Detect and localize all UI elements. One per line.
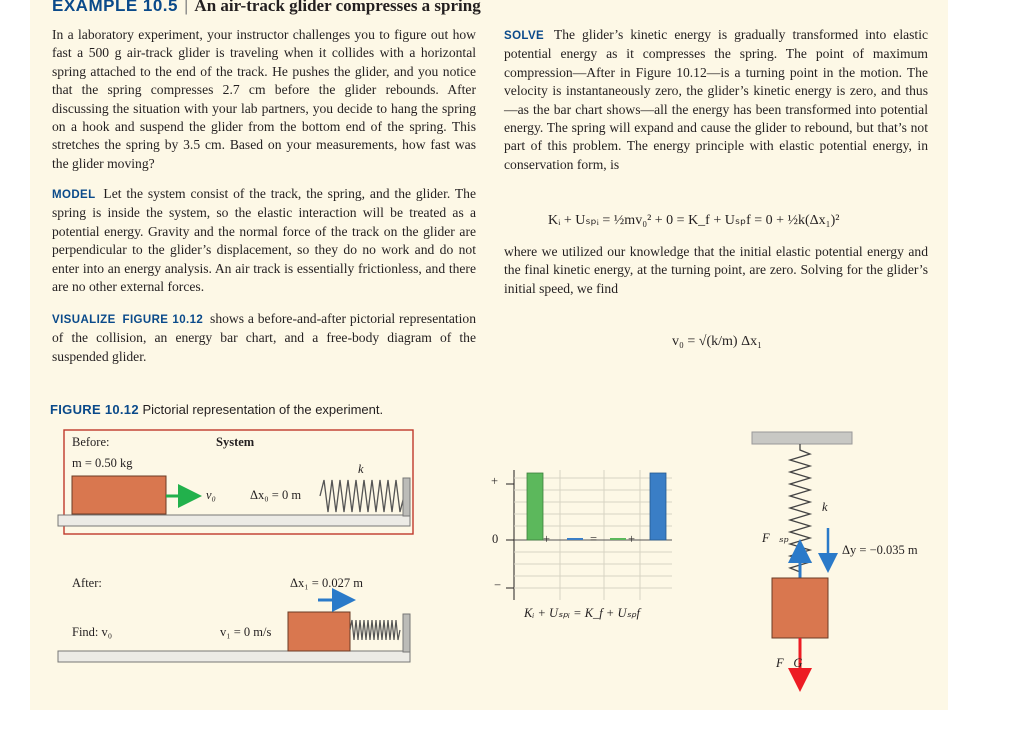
before-track-end [403,478,410,516]
before-label: Before: [72,435,110,449]
before-spring-k-label: k [358,462,364,476]
solve-text: The glider’s kinetic energy is gradually transformed into elastic potential energy as it compresses the spring. The point of maximum compression—After in Figure 10.12—is a turning point in the motion. The velocity is instantaneously zero, the glider’s kinetic energy is zero, and thus—as the bar chart shows—all the energy has been transformed into potential energy. The spring will expand and cause the glider to rebound, but that’s not part of this problem. The energy principle with elastic potential energy, in conservation form, is [504,27,929,172]
bar-chart-plus-label: + [491,474,499,488]
fbd-k-label: k [822,500,828,514]
after-track-end [403,614,410,652]
energy-bar-chart [506,470,672,600]
bar-chart-op-plus-1: + [543,532,551,546]
fg-label: F⃗G [776,656,803,670]
before-spring [320,480,404,512]
equation-energy-conservation: Kᵢ + Uₛₚᵢ = ½mv₀² + 0 = K_f + Uₛₚf = 0 + ½k(Δx₁)² [548,213,840,228]
v1-label: v₁ = 0 m/s [220,625,272,639]
bar-Ki [527,473,543,540]
model-text: Let the system consist of the track, the spring, and the glider. The spring is inside the system, so the elastic interaction will be treated as a potential energy. Gravity and the normal force of the track on the glider are perpendicular to the glider’s displacement, so they do no work and do not enter into an energy analysis. An air track is essentially frictionless, and there are no other external forces. [52,186,476,295]
bar-chart-op-equals: = [590,532,598,546]
dx0-label: Δx₀ = 0 m [250,488,302,502]
after-equation-text: where we utilized our knowledge that the initial elastic potential energy and the final kinetic energy, at the turning point, are zero. Solving for the glider’s initial speed, we find [504,244,928,296]
bar-Kf [610,538,626,540]
after-air-track [58,651,410,662]
dy-label: Δy = −0.035 m [842,543,918,557]
example-number: EXAMPLE 10.5 [52,0,178,15]
example-title: An air-track glider compresses a spring [194,0,481,15]
mass-label: m = 0.50 kg [72,456,133,470]
visualize-text: shows a before-and-after pictorial representation of the collision, an energy bar chart, and a free-body diagram of the suspended glider. [52,311,477,364]
v0-label: v₀ [206,488,216,502]
equation-initial-speed: v₀ = √(k/m) Δx₁ [672,334,762,349]
fsp-label: F⃗ₛₚ [762,531,789,545]
dx1-label: Δx₁ = 0.027 m [290,576,363,590]
bar-chart-zero-label: 0 [492,532,499,546]
bar-chart-minus-label: − [494,578,502,592]
after-glider [288,612,350,651]
model-label: MODEL [52,189,96,201]
before-air-track [58,515,410,526]
find-label: Find: v₀ [72,625,113,639]
figure-caption-text: Pictorial representation of the experiment. [142,402,384,417]
figure-caption-label: FIGURE 10.12 [50,402,139,417]
hanging-glider [772,578,828,638]
bar-chart-op-plus-2: + [628,532,636,546]
system-label: System [216,435,255,449]
visualize-label: VISUALIZE [52,314,116,326]
after-label: After: [72,576,102,590]
ceiling-support [752,432,852,444]
solve-label: SOLVE [504,30,545,42]
bar-Uspf [650,473,666,540]
intro-text: In a laboratory experiment, your instructor challenges you to figure out how fast a 500 g air-track glider is traveling when it collides with a horizontal spring attached to the end of the track. He pushes the glider, and you notice that the spring compresses 2.7 cm before the glider rebounds. After discussing the situation with your lab partners, you decide to hang the spring on a hook and suspend the glider from the bottom end of the spring. This stretches the spring by 3.5 cm. Based on your measurements, how fast was the glider moving? [52,27,476,171]
before-glider [72,476,166,514]
bar-chart-bottom-label: Kᵢ + Uₛₚᵢ = K_f + Uₛₚf [524,606,640,620]
visualize-figure-ref: FIGURE 10.12 [122,314,204,326]
header-separator: | [184,0,189,15]
bar-Uspi [567,538,583,540]
after-spring [350,620,400,640]
